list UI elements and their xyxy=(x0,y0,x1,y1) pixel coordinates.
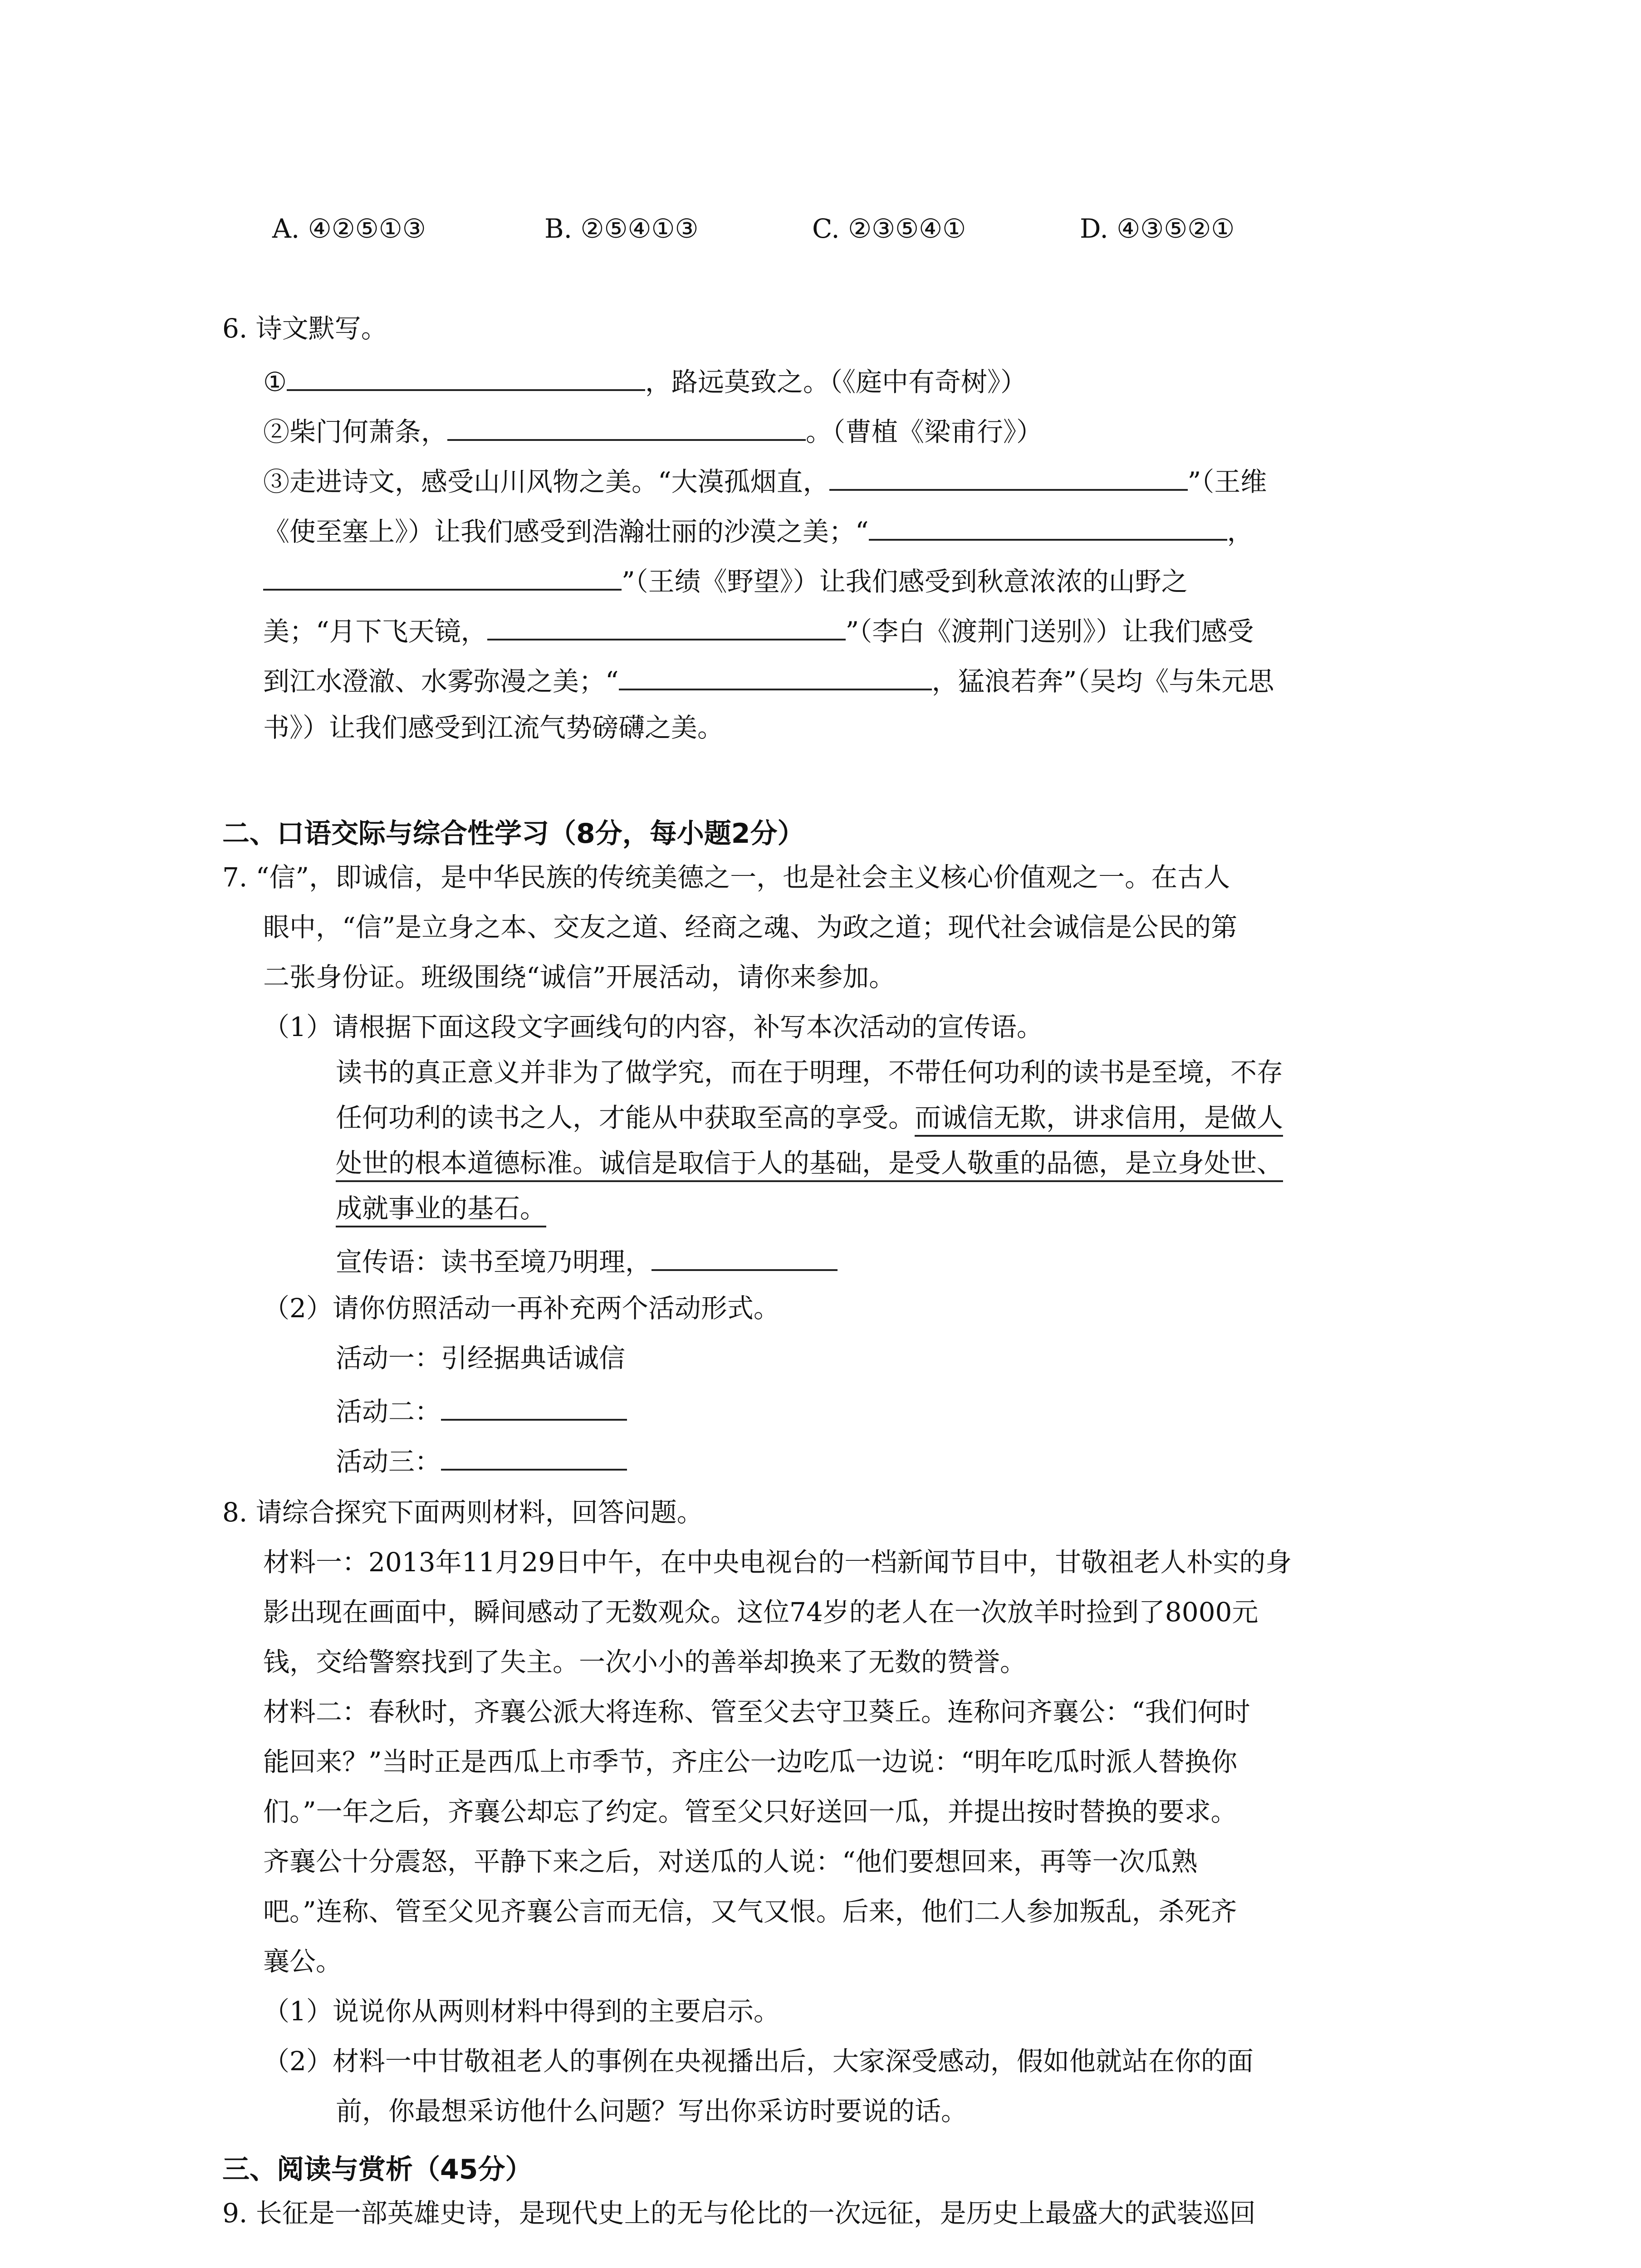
fill-blank[interactable] xyxy=(829,463,1188,491)
q8-material2-5: 吧。”连称、管至父见齐襄公言而无信，又气又恨。后来，他们二人参加叛乱，杀死齐 xyxy=(263,1896,1237,1927)
q7-line2: 眼中，“信”是立身之本、交友之道、经商之魂、为政之道；现代社会诚信是公民的第 xyxy=(263,912,1238,943)
q6-l5-text-b: ”（王绩《野望》）让我们感受到秋意浓浓的山野之 xyxy=(622,566,1188,597)
fill-blank[interactable] xyxy=(869,513,1227,541)
activity3-label: 活动三： xyxy=(336,1446,441,1477)
q8-sub2-2: 前，你最想采访他什么问题？写出你采访时要说的话。 xyxy=(336,2096,968,2126)
q7-passage-3 xyxy=(336,1148,1283,1179)
q6-l6-text-b: ”（李白《渡荆门送别》）让我们感受 xyxy=(845,616,1254,647)
q6-l1-text-a: ① xyxy=(263,367,287,397)
q6-line4 xyxy=(263,513,1254,548)
q6-l4-text-b: ， xyxy=(1227,516,1254,547)
q6-line2 xyxy=(263,413,1043,448)
q6-line1 xyxy=(263,363,1027,398)
option-d: D. ④③⑤②① xyxy=(1080,213,1235,244)
q7-activity1: 活动一：引经据典话诚信 xyxy=(336,1343,626,1374)
q8-material2-6: 襄公。 xyxy=(263,1946,343,1977)
activity2-label: 活动二： xyxy=(336,1396,441,1427)
q6-l2-text-b: 。（曹植《梁甫行》） xyxy=(806,416,1043,447)
q6-l3-text-b: ”（王维 xyxy=(1187,466,1267,497)
q6-line6 xyxy=(263,612,1254,648)
fill-blank[interactable] xyxy=(487,612,846,640)
activity2-blank[interactable] xyxy=(441,1393,627,1421)
q7-p2-text-a: 任何功利的读书之人，才能从中获取至高的享受。 xyxy=(336,1102,915,1133)
q7-passage-4 xyxy=(336,1193,546,1225)
underlined-sentence: 处世的根本道德标准。诚信是取信于人的基础，是受人敬重的品德，是立身处世、 xyxy=(336,1148,1283,1182)
q8-material2-4: 齐襄公十分震怒，平静下来之后，对送瓜的人说：“他们要想回来，再等一次瓜熟 xyxy=(263,1846,1198,1877)
q7-activity3 xyxy=(336,1442,627,1478)
fill-blank[interactable] xyxy=(287,363,645,391)
q7-sub1: （1）请根据下面这段文字画线句的内容，补写本次活动的宣传语。 xyxy=(263,1012,1043,1042)
q8-line1: 8. 请综合探究下面两则材料，回答问题。 xyxy=(222,1497,703,1528)
q8-material2-3: 们。”一年之后，齐襄公却忘了约定。管至父只好送回一瓜，并提出按时替换的要求。 xyxy=(263,1796,1237,1827)
q5-options xyxy=(272,213,1234,245)
fill-blank[interactable] xyxy=(619,662,932,690)
q7-line3: 二张身份证。班级围绕“诚信”开展活动，请你来参加。 xyxy=(263,962,896,992)
q6-l3-text-a: ③走进诗文，感受山川风物之美。“大漠孤烟直， xyxy=(263,466,829,497)
q7-sub2: （2）请你仿照活动一再补充两个活动形式。 xyxy=(263,1293,780,1324)
q7-activity2 xyxy=(336,1393,627,1428)
activity3-blank[interactable] xyxy=(441,1442,627,1471)
q6-title: 6. 诗文默写。 xyxy=(222,313,387,344)
q8-material1-2: 影出现在画面中，瞬间感动了无数观众。这位74岁的老人在一次放羊时捡到了8000元 xyxy=(263,1597,1259,1628)
q7-passage-2 xyxy=(336,1102,1283,1134)
q8-sub2-1: （2）材料一中甘敬祖老人的事例在央视播出后，大家深受感动，假如他就站在你的面 xyxy=(263,2046,1254,2077)
q8-material2-2: 能回来？”当时正是西瓜上市季节，齐庄公一边吃瓜一边说：“明年吃瓜时派人替换你 xyxy=(263,1746,1238,1777)
q7-line1: 7. “信”，即诚信，是中华民族的传统美德之一，也是社会主义核心价值观之一。在古人 xyxy=(222,862,1230,893)
option-c: C. ②③⑤④① xyxy=(812,213,966,244)
q6-line8: 书》）让我们感受到江流气势磅礴之美。 xyxy=(263,712,724,743)
q8-material1-3: 钱，交给警察找到了失主。一次小小的善举却换来了无数的赞誉。 xyxy=(263,1647,1027,1677)
option-a: A. ④②⑤①③ xyxy=(272,213,426,244)
q7-slogan xyxy=(336,1243,838,1278)
underlined-sentence: 成就事业的基石。 xyxy=(336,1193,546,1227)
q6-line5 xyxy=(263,562,1188,598)
section-heading-2: 二、口语交际与综合性学习（8分，每小题2分） xyxy=(222,818,805,850)
slogan-blank[interactable] xyxy=(652,1243,838,1271)
underlined-sentence: 而诚信无欺，讲求信用，是做人 xyxy=(915,1102,1283,1137)
fill-blank[interactable] xyxy=(263,562,622,591)
q7-passage-1: 读书的真正意义并非为了做学究，而在于明理，不带任何功利的读书是至境，不存 xyxy=(336,1057,1283,1088)
q6-l1-text-b: ，路远莫致之。（《庭中有奇树》） xyxy=(645,367,1027,397)
q8-material1-1: 材料一：2013年11月29日中午，在中央电视台的一档新闻节目中，甘敬祖老人朴实的身 xyxy=(263,1547,1292,1578)
q6-l6-text-a: 美；“月下飞天镜， xyxy=(263,616,487,647)
q9-line1: 9. 长征是一部英雄史诗，是现代史上的无与伦比的一次远征，是历史上最盛大的武装巡回 xyxy=(222,2198,1256,2229)
slogan-label: 宣传语：读书至境乃明理， xyxy=(336,1246,652,1277)
q6-line3 xyxy=(263,463,1267,498)
q6-l2-text-a: ②柴门何萧条， xyxy=(263,416,448,447)
q6-l7-text-a: 到江水澄澈、水雾弥漫之美；“ xyxy=(263,666,619,697)
q8-sub1: （1）说说你从两则材料中得到的主要启示。 xyxy=(263,1996,780,2027)
q6-l7-text-b: ，猛浪若奔”（吴均《与朱元思 xyxy=(931,666,1274,697)
q6-l4-text-a: 《使至塞上》）让我们感受到浩瀚壮丽的沙漠之美；“ xyxy=(263,516,869,547)
option-b: B. ②⑤④①③ xyxy=(544,213,699,244)
q8-material2-1: 材料二：春秋时，齐襄公派大将连称、管至父去守卫葵丘。连称问齐襄公：“我们何时 xyxy=(263,1696,1250,1727)
section-heading-3: 三、阅读与赏析（45分） xyxy=(222,2154,533,2185)
fill-blank[interactable] xyxy=(447,413,806,441)
q6-line7 xyxy=(263,662,1274,698)
